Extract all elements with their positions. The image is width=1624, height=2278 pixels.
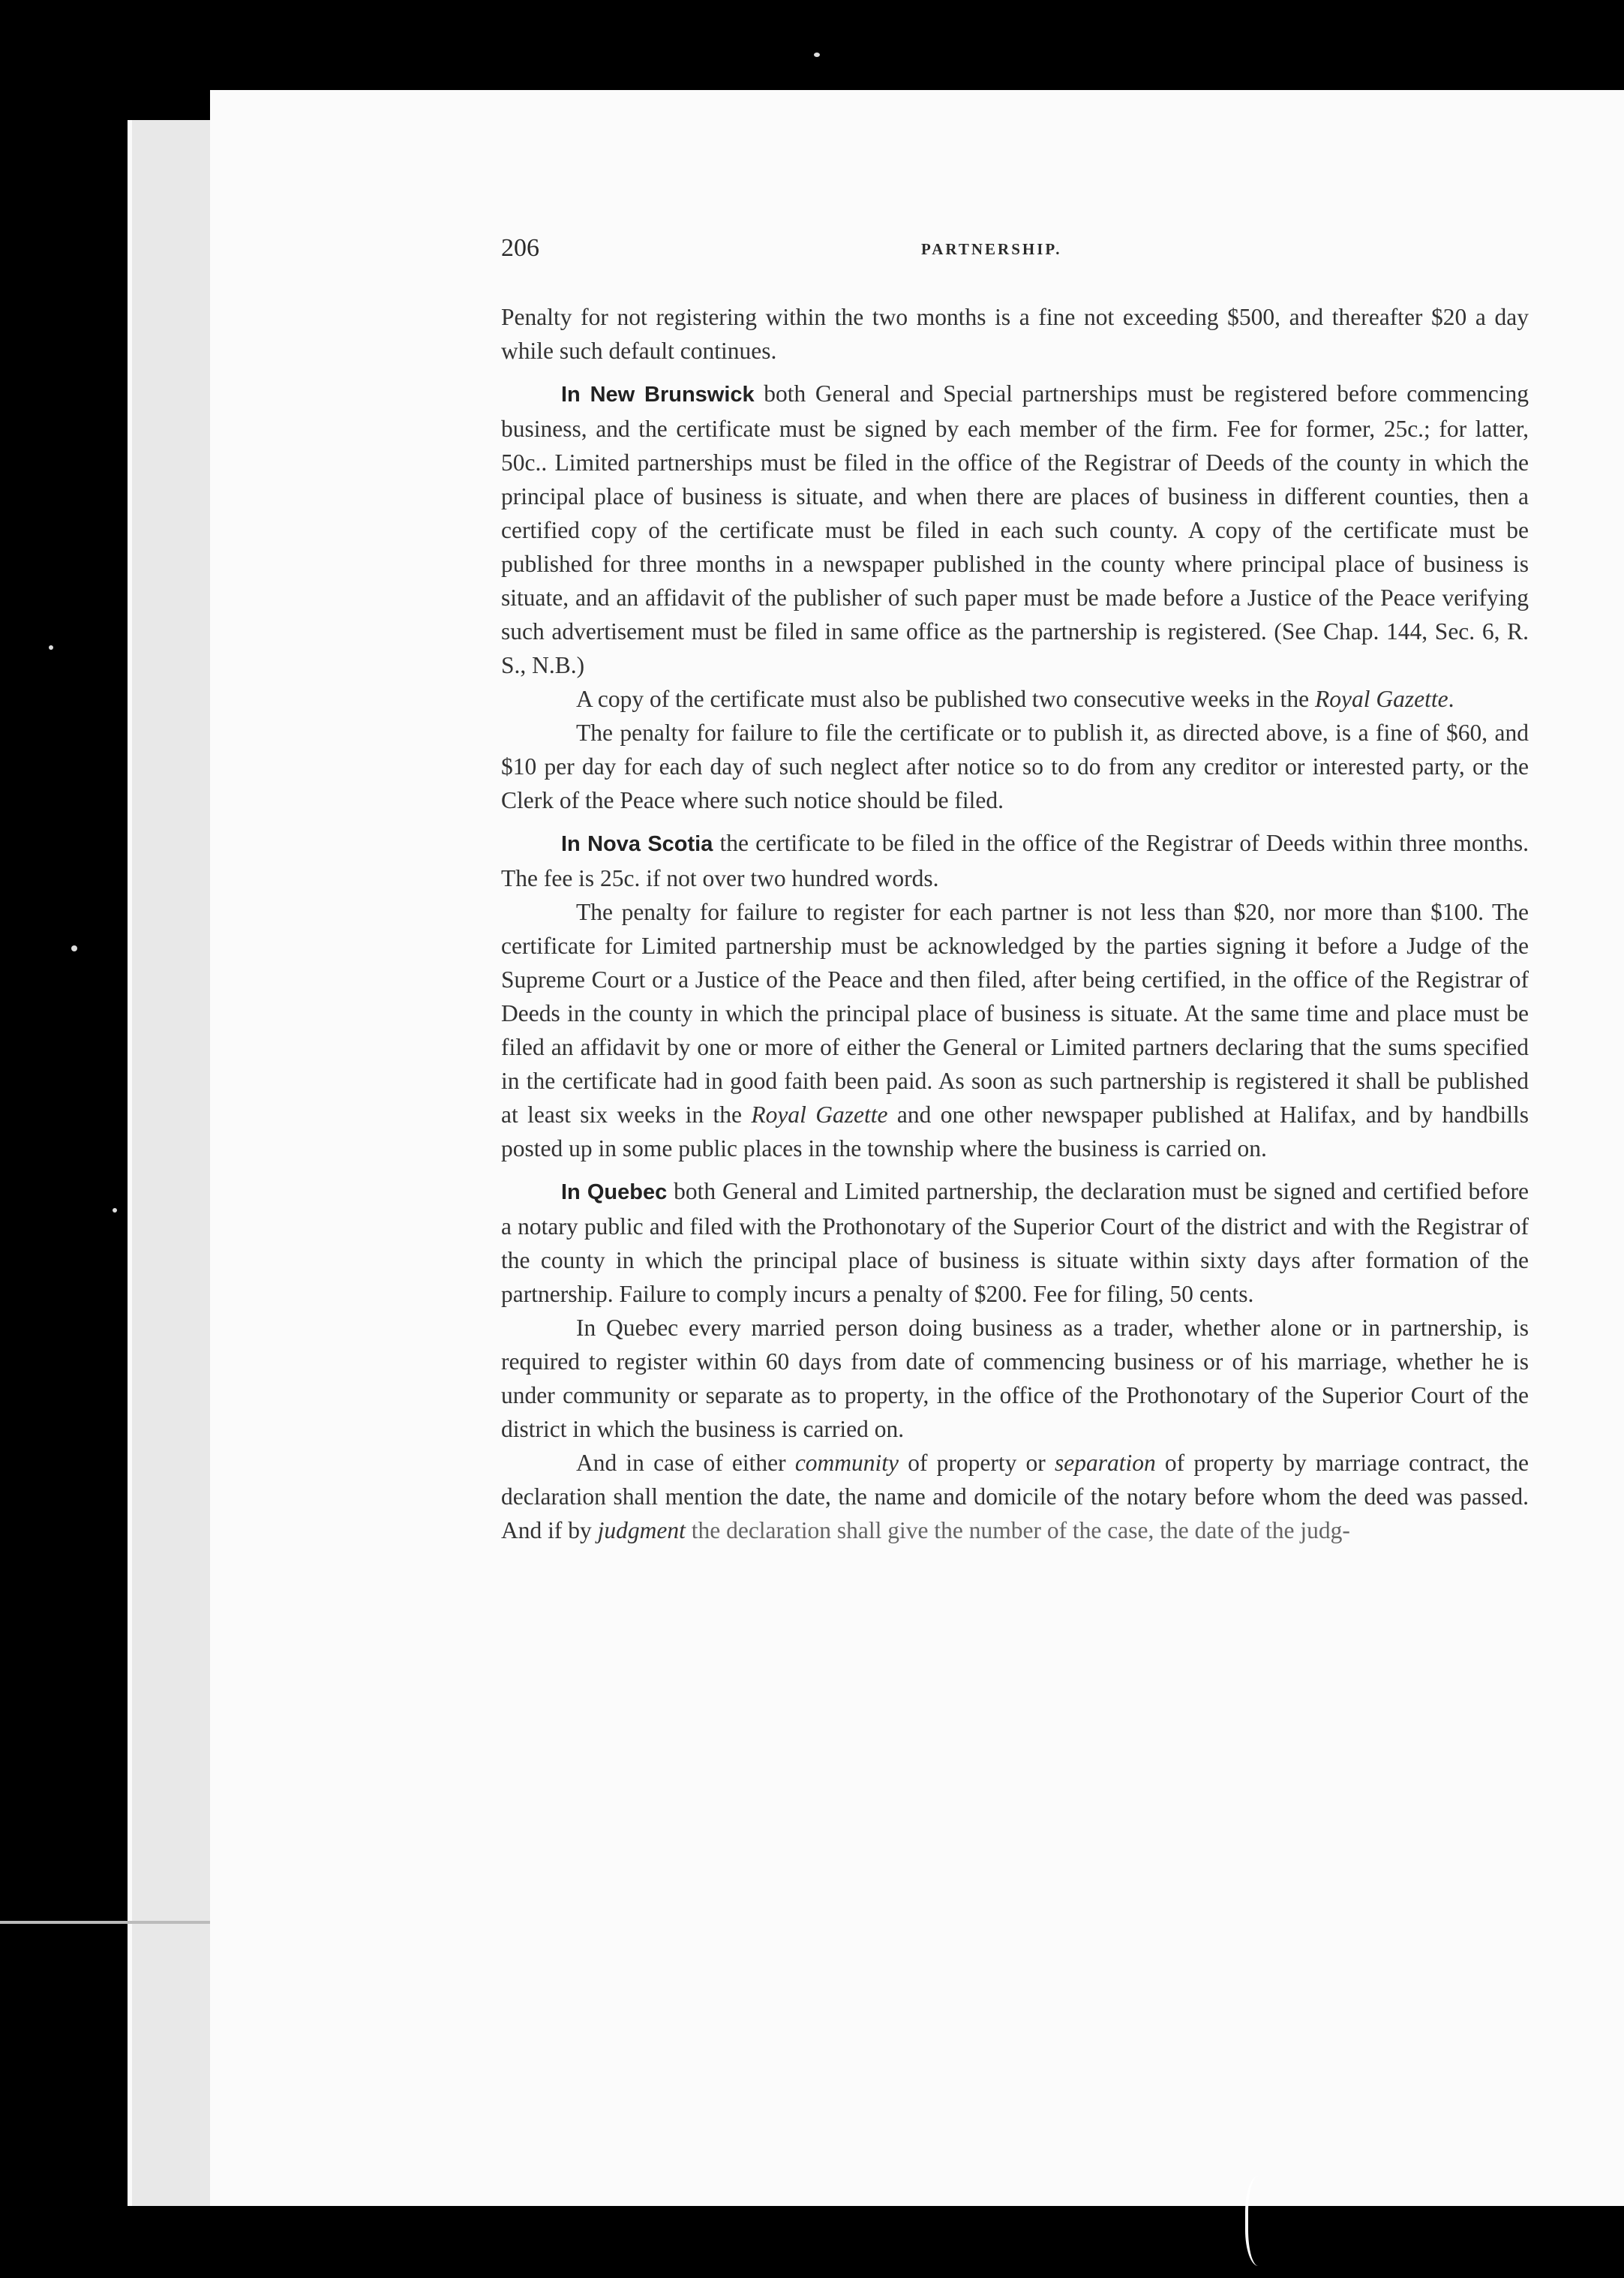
paragraph-text: The penalty for failure to register for each partner is not less than $20, nor more than $100. The certificate for Limited partnership must be acknowledged by the parties signing it before a Judge of the Supreme Court or a Justice of the Peace and then filed, after being certified, in the office of the Registrar of Deeds in the county in which the principal place of business is situate. At the same time and place must be filed an affidavit by one or more of either the General or Limited partners declaring that the sums specified in the certificate had in good faith been paid. As soon as such partnership is registered it shall be published at least six weeks in the xyxy=(501,899,1529,1128)
paragraph-text: And in case of either xyxy=(576,1450,795,1476)
dust-speck xyxy=(49,645,53,650)
province-heading: In Nova Scotia xyxy=(561,832,713,856)
paragraph-nova-scotia xyxy=(501,826,1529,895)
paragraph xyxy=(501,682,1529,716)
italic-text: Royal Gazette xyxy=(751,1101,888,1128)
province-heading: In New Brunswick xyxy=(561,383,755,407)
running-title: PARTNERSHIP. xyxy=(921,240,1062,258)
running-head xyxy=(501,234,1529,264)
paragraph xyxy=(501,300,1529,368)
paragraph-text: of property or xyxy=(899,1450,1055,1476)
paragraph-text: A copy of the certificate must also be published two consecutive weeks in the xyxy=(576,686,1315,712)
paragraph xyxy=(501,1446,1529,1547)
paragraph-text: . xyxy=(1448,686,1454,712)
paragraph-text: Penalty for not registering within the two months is a fine not exceeding $500, and thereafter $20 a day while such default continues. xyxy=(501,304,1529,364)
province-heading: In Quebec xyxy=(561,1180,668,1204)
italic-text: community xyxy=(794,1450,899,1476)
paragraph xyxy=(501,895,1529,1165)
paragraph-text: of property by marriage contract, the declaration shall mention the date, the name and domicile of the notary before whom the deed was passed. And if by xyxy=(501,1450,1529,1543)
paragraph-text: both General and Special partnerships must be registered before commencing business, and the certificate must be signed by each member of the firm. Fee for former, 25c.; for latter, 50c.. Limited partnerships must be filed in the office of the Registrar of Deeds of the county in which the principal place of business is situate, and when there are places of business in different counties, then a certified copy of the certificate must be filed in each such county. A copy of the certificate must be published for three months in a newspaper published in the county where principal place of business is situate, and an affidavit of the publisher of such paper must be made before a Justice of the Peace verifying such advertisement must be filed in same office as the partnership is registered. (See Chap. 144, Sec. 6, R. S., N.B.) xyxy=(501,380,1529,678)
page-crease xyxy=(1245,2176,1278,2266)
paragraph-new-brunswick xyxy=(501,377,1529,682)
dust-speck xyxy=(113,1208,117,1213)
paragraph-text: The penalty for failure to file the certificate or to publish it, as directed above, is a fine of $60, and $10 per day for each day of such neglect after notice so to do from any creditor or interested party, or the Clerk of the Peace where such notice should be filed. xyxy=(501,720,1529,813)
paragraph xyxy=(501,716,1529,817)
dust-speck xyxy=(814,53,820,57)
body-text xyxy=(501,300,1529,1547)
paragraph-text: the declaration shall give the number of the case, the date of the judg- xyxy=(685,1517,1350,1543)
italic-text: Royal Gazette xyxy=(1314,686,1448,712)
italic-text: judgment xyxy=(597,1517,686,1543)
dust-speck xyxy=(71,945,77,951)
paragraph-quebec xyxy=(501,1174,1529,1311)
paragraph-text: both General and Limited partnership, the declaration must be signed and certified before a notary public and filed with the Prothonotary of the Superior Court of the district and with the Registrar of the county in which the principal place of business is situate within sixty days after formation of the partnership. Failure to comply incurs a penalty of $200. Fee for filing, 50 cents. xyxy=(501,1178,1529,1307)
paragraph-text: the certificate to be filed in the office of the Registrar of Deeds within three months. The fee is 25c. if not over two hundred words. xyxy=(501,830,1529,891)
dust-speck xyxy=(0,1921,210,1924)
paragraph-text: and one other newspaper published at Halifax, and by handbills posted up in some public places in the township where the business is carried on. xyxy=(501,1101,1529,1162)
paragraph xyxy=(501,1311,1529,1446)
paragraph-text: In Quebec every married person doing business as a trader, whether alone or in partnership, is required to register within 60 days from date of commencing business or of his marriage, whether he is under community or separate as to property, in the office of the Prothonotary of the Superior Court of the district in which the business is carried on. xyxy=(501,1315,1529,1442)
page-number: 206 xyxy=(501,234,539,262)
italic-text: separation xyxy=(1054,1450,1156,1476)
